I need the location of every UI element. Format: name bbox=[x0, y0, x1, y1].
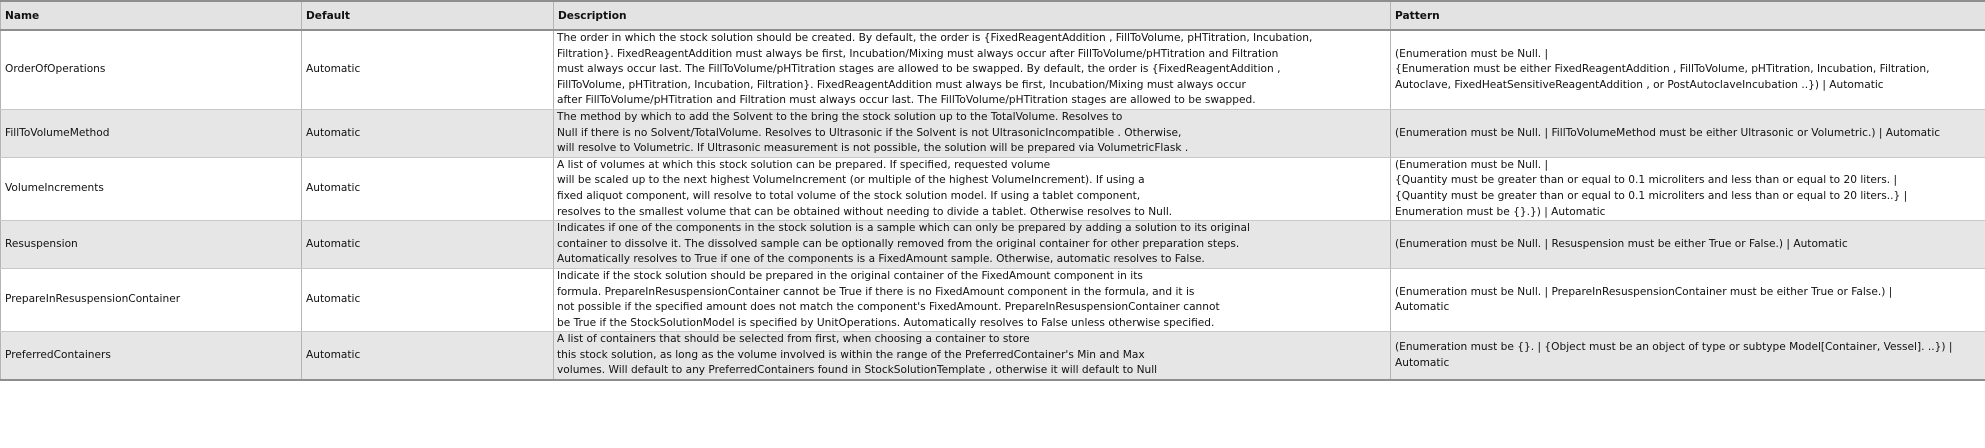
option-description-cell bbox=[554, 30, 1391, 109]
table-row bbox=[1, 157, 1985, 220]
option-default-cell: Automatic bbox=[302, 268, 554, 331]
description-line: A list of containers that should be selected from first, when choosing a container to store bbox=[557, 333, 1030, 346]
column-header-description[interactable]: Description bbox=[554, 1, 1391, 30]
pattern-line: {Quantity must be greater than or equal to 0.1 microliters and less than or equal to 20 liters..} | bbox=[1395, 189, 1908, 202]
description-line: container to dissolve it. The dissolved sample can be optionally removed from the original container for other preparation steps. bbox=[557, 237, 1240, 250]
column-header-name[interactable]: Name bbox=[1, 1, 302, 30]
pattern-line: {Quantity must be greater than or equal to 0.1 microliters and less than or equal to 20 liters. | bbox=[1395, 174, 1898, 187]
option-description-cell bbox=[554, 109, 1391, 157]
description-line: be True if the StockSolutionModel is specified by UnitOperations. Automatically resolves to False unless otherwise specified. bbox=[557, 316, 1215, 329]
description-line: Filtration}. FixedReagentAddition must always be first, Incubation/Mixing must always occur after FillToVolume/pHTitration and Filtration bbox=[557, 47, 1279, 60]
pattern-line: (Enumeration must be Null. | bbox=[1395, 158, 1549, 171]
table-row bbox=[1, 109, 1985, 157]
description-line: formula. PrepareInResuspensionContainer cannot be True if there is no FixedAmount component in the formula, and it is bbox=[557, 285, 1195, 298]
option-default-cell: Automatic bbox=[302, 221, 554, 269]
description-line: resolves to the smallest volume that can be obtained without needing to divide a tablet. Otherwise resolves to Null. bbox=[557, 205, 1173, 218]
option-name-cell: PreferredContainers bbox=[1, 332, 302, 380]
pattern-line: (Enumeration must be Null. | FillToVolumeMethod must be either Ultrasonic or Volumetric.) | Automatic bbox=[1395, 126, 1941, 139]
option-pattern-cell bbox=[1391, 30, 1985, 109]
description-line: not possible if the specified amount does not match the component's FixedAmount. PrepareInResuspensionContainer cannot bbox=[557, 301, 1220, 314]
option-default-cell: Automatic bbox=[302, 332, 554, 380]
option-name-cell: VolumeIncrements bbox=[1, 157, 302, 220]
description-line: The method by which to add the Solvent to the bring the stock solution up to the TotalVolume. Resolves to bbox=[557, 110, 1123, 123]
description-line: Null if there is no Solvent/TotalVolume. Resolves to Ultrasonic if the Solvent is not UltrasonicIncompatible . Otherwise, bbox=[557, 126, 1182, 139]
option-pattern-cell bbox=[1391, 109, 1985, 157]
description-line: A list of volumes at which this stock solution can be prepared. If specified, requested volume bbox=[557, 158, 1051, 171]
description-line: Indicate if the stock solution should be prepared in the original container of the FixedAmount component in its bbox=[557, 269, 1143, 282]
pattern-line: (Enumeration must be {}. | {Object must be an object of type or subtype Model[Container, Vessel]. ..}) | bbox=[1395, 341, 1953, 354]
option-description-cell bbox=[554, 268, 1391, 331]
option-default-cell: Automatic bbox=[302, 109, 554, 157]
table-row bbox=[1, 332, 1985, 380]
description-line: this stock solution, as long as the volume involved is within the range of the PreferredContainer's Min and Max bbox=[557, 348, 1145, 361]
description-line: The order in which the stock solution should be created. By default, the order is {FixedReagentAddition , FillToVolume, pHTitration, Incubation, bbox=[557, 32, 1313, 44]
column-header-pattern[interactable]: Pattern bbox=[1391, 1, 1985, 30]
option-pattern-cell bbox=[1391, 221, 1985, 269]
option-pattern-cell bbox=[1391, 157, 1985, 220]
table-row bbox=[1, 268, 1985, 331]
option-description-cell bbox=[554, 221, 1391, 269]
pattern-line: (Enumeration must be Null. | PrepareInResuspensionContainer must be either True or False.) | bbox=[1395, 285, 1893, 298]
description-line: Automatically resolves to True if one of the components is a FixedAmount sample. Otherwise, automatic resolves to False. bbox=[557, 253, 1205, 266]
description-line: Indicates if one of the components in the stock solution is a sample which can only be prepared by adding a solution to its original bbox=[557, 222, 1250, 235]
pattern-line: (Enumeration must be Null. | bbox=[1395, 47, 1549, 60]
description-line: after FillToVolume/pHTitration and Filtration must always occur last. The FillToVolume/pHTitration stages are allowed to be swapped. bbox=[557, 94, 1256, 107]
option-name-cell: Resuspension bbox=[1, 221, 302, 269]
option-default-cell: Automatic bbox=[302, 157, 554, 220]
description-line: will be scaled up to the next highest VolumeIncrement (or multiple of the highest VolumeIncrement). If using a bbox=[557, 174, 1145, 187]
option-name-cell: PrepareInResuspensionContainer bbox=[1, 268, 302, 331]
description-line: volumes. Will default to any PreferredContainers found in StockSolutionTemplate , otherwise it will default to Null bbox=[557, 364, 1158, 377]
description-line: will resolve to Volumetric. If Ultrasonic measurement is not possible, the solution will be prepared via VolumetricFlask . bbox=[557, 142, 1189, 155]
pattern-line: Enumeration must be {}.}) | Automatic bbox=[1395, 205, 1606, 218]
description-line: FillToVolume, pHTitration, Incubation, Filtration}. FixedReagentAddition must always be first, Incubation/Mixing must always occur bbox=[557, 78, 1246, 91]
table-row bbox=[1, 30, 1985, 109]
table-row bbox=[1, 221, 1985, 269]
option-name-cell: FillToVolumeMethod bbox=[1, 109, 302, 157]
column-header-default[interactable]: Default bbox=[302, 1, 554, 30]
pattern-line: Autoclave, FixedHeatSensitiveReagentAddition , or PostAutoclaveIncubation ..}) | Automatic bbox=[1395, 78, 1884, 91]
option-pattern-cell bbox=[1391, 268, 1985, 331]
header-row bbox=[1, 1, 1985, 30]
option-description-cell bbox=[554, 332, 1391, 380]
pattern-line: Automatic bbox=[1395, 301, 1450, 314]
option-name-cell: OrderOfOperations bbox=[1, 30, 302, 109]
pattern-line: Automatic bbox=[1395, 356, 1450, 369]
option-description-cell bbox=[554, 157, 1391, 220]
description-line: must always occur last. The FillToVolume/pHTitration stages are allowed to be swapped. By default, the order is {FixedReagentAddition , bbox=[557, 63, 1281, 76]
option-pattern-cell bbox=[1391, 332, 1985, 380]
pattern-line: {Enumeration must be either FixedReagentAddition , FillToVolume, pHTitration, Incubation, Filtration, bbox=[1395, 63, 1930, 76]
pattern-line: (Enumeration must be Null. | Resuspension must be either True or False.) | Automatic bbox=[1395, 237, 1848, 250]
option-default-cell: Automatic bbox=[302, 30, 554, 109]
description-line: fixed aliquot component, will resolve to total volume of the stock solution model. If using a tablet component, bbox=[557, 189, 1141, 202]
